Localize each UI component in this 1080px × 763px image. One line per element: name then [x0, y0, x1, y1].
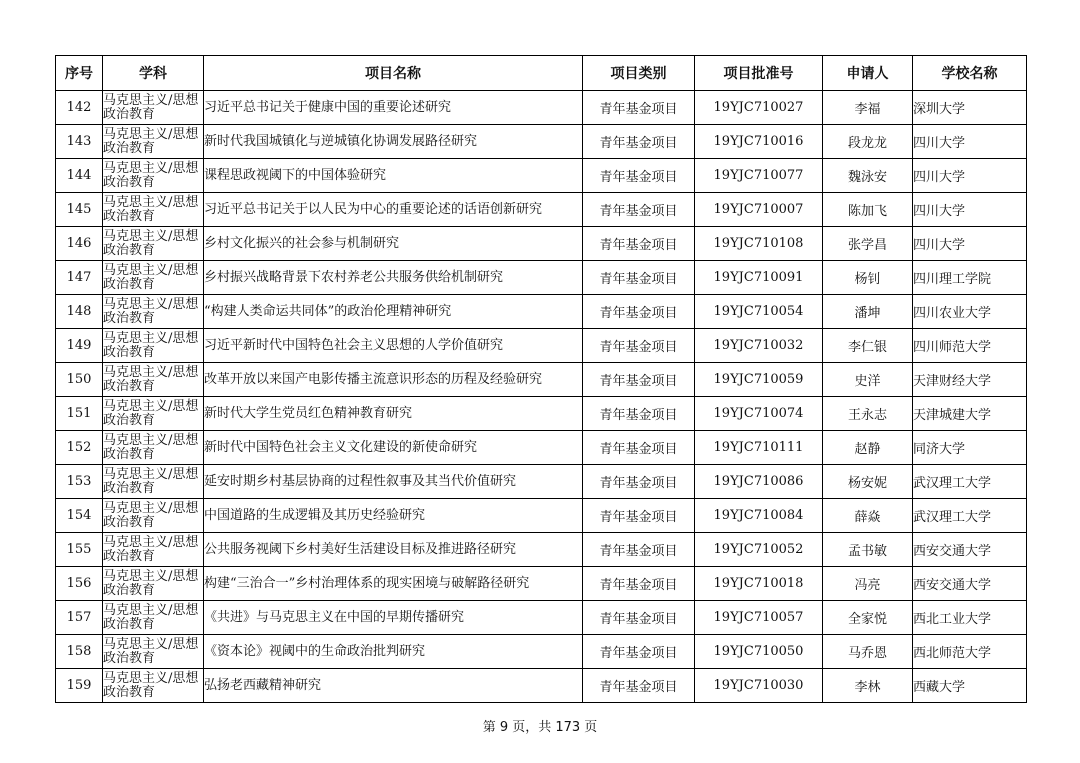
cell-title: 新时代中国特色社会主义文化建设的新使命研究: [204, 431, 583, 465]
cell-no: 150: [56, 363, 103, 397]
cell-applicant: 魏泳安: [823, 159, 913, 193]
cell-type: 青年基金项目: [583, 533, 695, 567]
table-row: [56, 363, 1027, 397]
cell-no: 146: [56, 227, 103, 261]
cell-no: 158: [56, 635, 103, 669]
cell-code: 19YJC710032: [695, 329, 823, 363]
cell-school: 西藏大学: [913, 669, 1027, 703]
cell-type: 青年基金项目: [583, 567, 695, 601]
header-title: 项目名称: [204, 56, 583, 91]
cell-applicant: 薛焱: [823, 499, 913, 533]
cell-title: 习近平新时代中国特色社会主义思想的人学价值研究: [204, 329, 583, 363]
cell-title: 新时代我国城镇化与逆城镇化协调发展路径研究: [204, 125, 583, 159]
cell-subject: 马克思主义/思想政治教育: [103, 91, 204, 125]
table-row: [56, 159, 1027, 193]
cell-title: 乡村文化振兴的社会参与机制研究: [204, 227, 583, 261]
cell-type: 青年基金项目: [583, 329, 695, 363]
cell-type: 青年基金项目: [583, 261, 695, 295]
cell-no: 151: [56, 397, 103, 431]
table-row: [56, 567, 1027, 601]
cell-type: 青年基金项目: [583, 91, 695, 125]
cell-title: 《共进》与马克思主义在中国的早期传播研究: [204, 601, 583, 635]
cell-type: 青年基金项目: [583, 431, 695, 465]
cell-subject: 马克思主义/思想政治教育: [103, 125, 204, 159]
cell-applicant: 段龙龙: [823, 125, 913, 159]
cell-no: 145: [56, 193, 103, 227]
cell-code: 19YJC710050: [695, 635, 823, 669]
cell-applicant: 杨安妮: [823, 465, 913, 499]
header-no: 序号: [56, 56, 103, 91]
cell-title: 新时代大学生党员红色精神教育研究: [204, 397, 583, 431]
cell-no: 159: [56, 669, 103, 703]
page-footer: 第 9 页，共 173 页: [482, 720, 598, 735]
table-row: [56, 669, 1027, 703]
cell-applicant: 全家悦: [823, 601, 913, 635]
cell-type: 青年基金项目: [583, 601, 695, 635]
table-row: [56, 329, 1027, 363]
cell-subject: 马克思主义/思想政治教育: [103, 567, 204, 601]
cell-code: 19YJC710077: [695, 159, 823, 193]
cell-applicant: 冯亮: [823, 567, 913, 601]
table-row: [56, 193, 1027, 227]
cell-applicant: 史洋: [823, 363, 913, 397]
cell-subject: 马克思主义/思想政治教育: [103, 431, 204, 465]
cell-subject: 马克思主义/思想政治教育: [103, 669, 204, 703]
cell-code: 19YJC710091: [695, 261, 823, 295]
cell-subject: 马克思主义/思想政治教育: [103, 601, 204, 635]
cell-applicant: 杨钊: [823, 261, 913, 295]
cell-title: “构建人类命运共同体”的政治伦理精神研究: [204, 295, 583, 329]
cell-type: 青年基金项目: [583, 499, 695, 533]
cell-school: 武汉理工大学: [913, 465, 1027, 499]
cell-type: 青年基金项目: [583, 159, 695, 193]
table-row: [56, 465, 1027, 499]
cell-subject: 马克思主义/思想政治教育: [103, 159, 204, 193]
cell-no: 153: [56, 465, 103, 499]
cell-school: 四川大学: [913, 193, 1027, 227]
cell-applicant: 陈加飞: [823, 193, 913, 227]
cell-applicant: 孟书敏: [823, 533, 913, 567]
cell-code: 19YJC710086: [695, 465, 823, 499]
cell-school: 西安交通大学: [913, 533, 1027, 567]
cell-type: 青年基金项目: [583, 669, 695, 703]
header-code: 项目批准号: [695, 56, 823, 91]
cell-school: 深圳大学: [913, 91, 1027, 125]
cell-code: 19YJC710084: [695, 499, 823, 533]
table-row: [56, 295, 1027, 329]
cell-subject: 马克思主义/思想政治教育: [103, 499, 204, 533]
cell-subject: 马克思主义/思想政治教育: [103, 329, 204, 363]
cell-no: 147: [56, 261, 103, 295]
cell-no: 156: [56, 567, 103, 601]
cell-code: 19YJC710052: [695, 533, 823, 567]
cell-code: 19YJC710074: [695, 397, 823, 431]
cell-school: 四川大学: [913, 227, 1027, 261]
table-row: [56, 261, 1027, 295]
cell-subject: 马克思主义/思想政治教育: [103, 635, 204, 669]
cell-code: 19YJC710030: [695, 669, 823, 703]
cell-school: 四川理工学院: [913, 261, 1027, 295]
cell-applicant: 潘坤: [823, 295, 913, 329]
cell-title: 弘扬老西藏精神研究: [204, 669, 583, 703]
cell-code: 19YJC710111: [695, 431, 823, 465]
header-type: 项目类别: [583, 56, 695, 91]
cell-code: 19YJC710027: [695, 91, 823, 125]
cell-school: 西北师范大学: [913, 635, 1027, 669]
cell-type: 青年基金项目: [583, 465, 695, 499]
table-header-row: [56, 56, 1027, 91]
cell-subject: 马克思主义/思想政治教育: [103, 227, 204, 261]
cell-no: 157: [56, 601, 103, 635]
cell-title: 习近平总书记关于以人民为中心的重要论述的话语创新研究: [204, 193, 583, 227]
cell-code: 19YJC710108: [695, 227, 823, 261]
cell-applicant: 李仁银: [823, 329, 913, 363]
header-school: 学校名称: [913, 56, 1027, 91]
cell-school: 同济大学: [913, 431, 1027, 465]
cell-type: 青年基金项目: [583, 193, 695, 227]
cell-applicant: 王永志: [823, 397, 913, 431]
cell-subject: 马克思主义/思想政治教育: [103, 397, 204, 431]
table-row: [56, 499, 1027, 533]
cell-no: 152: [56, 431, 103, 465]
cell-school: 四川农业大学: [913, 295, 1027, 329]
cell-code: 19YJC710054: [695, 295, 823, 329]
cell-no: 149: [56, 329, 103, 363]
cell-subject: 马克思主义/思想政治教育: [103, 193, 204, 227]
cell-school: 四川大学: [913, 159, 1027, 193]
cell-no: 144: [56, 159, 103, 193]
project-table: [55, 55, 1027, 703]
cell-code: 19YJC710018: [695, 567, 823, 601]
cell-title: 延安时期乡村基层协商的过程性叙事及其当代价值研究: [204, 465, 583, 499]
table-row: [56, 125, 1027, 159]
cell-title: 中国道路的生成逻辑及其历史经验研究: [204, 499, 583, 533]
cell-school: 四川大学: [913, 125, 1027, 159]
cell-title: 《资本论》视阈中的生命政治批判研究: [204, 635, 583, 669]
cell-no: 148: [56, 295, 103, 329]
cell-school: 西北工业大学: [913, 601, 1027, 635]
cell-no: 143: [56, 125, 103, 159]
table-row: [56, 91, 1027, 125]
cell-applicant: 张学昌: [823, 227, 913, 261]
cell-subject: 马克思主义/思想政治教育: [103, 465, 204, 499]
cell-type: 青年基金项目: [583, 363, 695, 397]
cell-code: 19YJC710059: [695, 363, 823, 397]
cell-type: 青年基金项目: [583, 635, 695, 669]
cell-applicant: 李林: [823, 669, 913, 703]
header-subject: 学科: [103, 56, 204, 91]
cell-title: 改革开放以来国产电影传播主流意识形态的历程及经验研究: [204, 363, 583, 397]
table-body: [56, 91, 1027, 703]
cell-code: 19YJC710057: [695, 601, 823, 635]
table-row: [56, 227, 1027, 261]
cell-code: 19YJC710016: [695, 125, 823, 159]
cell-no: 154: [56, 499, 103, 533]
cell-applicant: 李福: [823, 91, 913, 125]
cell-title: 公共服务视阈下乡村美好生活建设目标及推进路径研究: [204, 533, 583, 567]
table-row: [56, 397, 1027, 431]
cell-school: 天津城建大学: [913, 397, 1027, 431]
cell-type: 青年基金项目: [583, 125, 695, 159]
cell-title: 构建“三治合一”乡村治理体系的现实困境与破解路径研究: [204, 567, 583, 601]
header-person: 申请人: [823, 56, 913, 91]
cell-no: 155: [56, 533, 103, 567]
cell-subject: 马克思主义/思想政治教育: [103, 295, 204, 329]
table-row: [56, 431, 1027, 465]
cell-type: 青年基金项目: [583, 397, 695, 431]
cell-applicant: 赵静: [823, 431, 913, 465]
table-row: [56, 533, 1027, 567]
cell-type: 青年基金项目: [583, 227, 695, 261]
cell-code: 19YJC710007: [695, 193, 823, 227]
cell-school: 武汉理工大学: [913, 499, 1027, 533]
cell-applicant: 马乔恩: [823, 635, 913, 669]
cell-subject: 马克思主义/思想政治教育: [103, 363, 204, 397]
cell-subject: 马克思主义/思想政治教育: [103, 533, 204, 567]
table-row: [56, 601, 1027, 635]
table-row: [56, 635, 1027, 669]
cell-subject: 马克思主义/思想政治教育: [103, 261, 204, 295]
cell-title: 习近平总书记关于健康中国的重要论述研究: [204, 91, 583, 125]
cell-title: 乡村振兴战略背景下农村养老公共服务供给机制研究: [204, 261, 583, 295]
cell-school: 天津财经大学: [913, 363, 1027, 397]
cell-school: 四川师范大学: [913, 329, 1027, 363]
cell-school: 西安交通大学: [913, 567, 1027, 601]
cell-no: 142: [56, 91, 103, 125]
cell-type: 青年基金项目: [583, 295, 695, 329]
cell-title: 课程思政视阈下的中国体验研究: [204, 159, 583, 193]
